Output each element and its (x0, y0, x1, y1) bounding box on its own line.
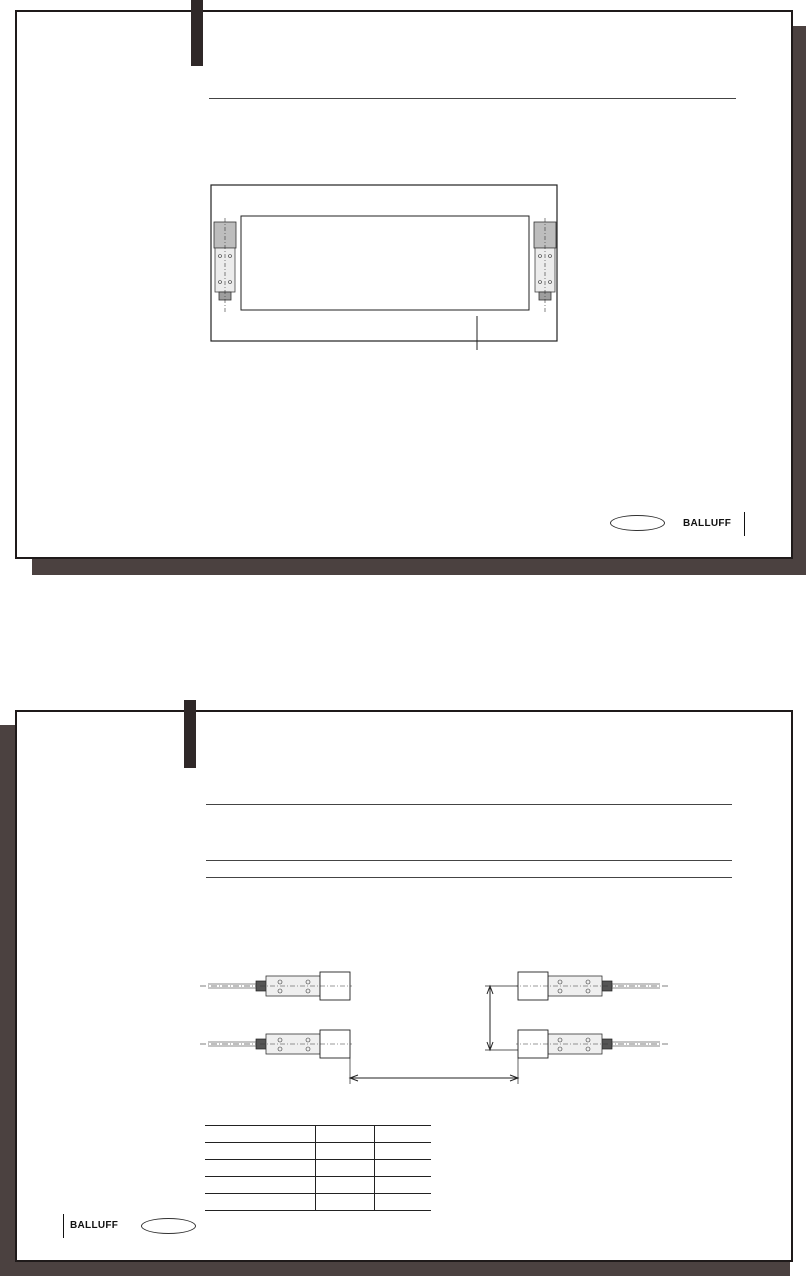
top-panel-tab (191, 0, 203, 66)
table-row (205, 1143, 431, 1160)
bottom-figure (200, 966, 680, 1088)
table-row (205, 1177, 431, 1194)
sensor-icon (516, 1030, 668, 1058)
bottom-panel-tab (184, 700, 196, 768)
table-row (205, 1126, 431, 1143)
logo-divider (744, 512, 745, 536)
footer-oval-badge (141, 1218, 196, 1234)
table-row (205, 1160, 431, 1177)
target-plate (241, 216, 529, 310)
figure-frame (211, 185, 557, 341)
logo-divider (63, 1214, 64, 1238)
sensor-icon (534, 218, 556, 312)
sensor-icon (214, 218, 236, 312)
balluff-logo: BALLUFF (70, 1220, 119, 1231)
footer-oval-badge (610, 515, 665, 531)
table-row (205, 1194, 431, 1211)
top-heading-rule (209, 98, 736, 99)
sensor-icon (200, 1030, 352, 1058)
top-figure (205, 180, 565, 352)
bottom-section-rule-1 (206, 860, 732, 861)
bottom-heading-rule (206, 804, 732, 805)
balluff-logo: BALLUFF (683, 518, 732, 529)
sensor-icon (516, 972, 668, 1000)
spacing-table (205, 1125, 431, 1211)
sensor-icon (200, 972, 352, 1000)
bottom-section-rule-2 (206, 877, 732, 878)
